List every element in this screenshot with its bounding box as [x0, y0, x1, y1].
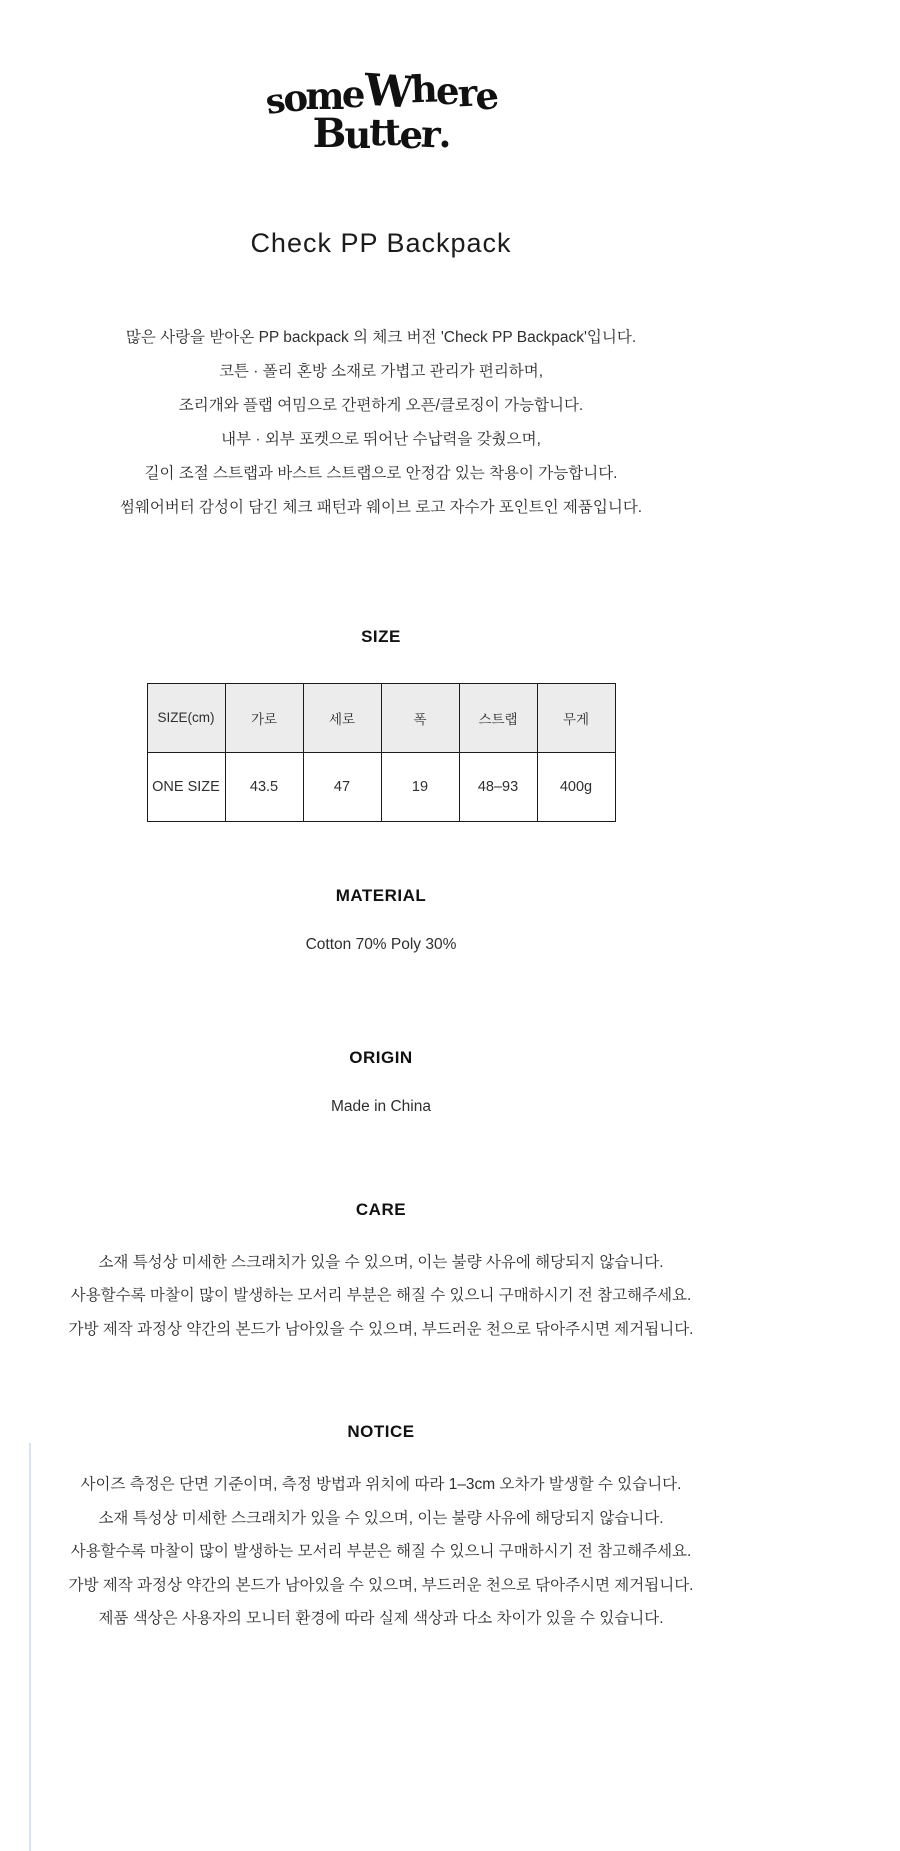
size-table-cell: 43.5 [225, 752, 303, 821]
size-table-data-row [147, 752, 615, 821]
brand-logo-line2: Butter. [312, 109, 450, 157]
size-table-header-cell: 세로 [303, 683, 381, 752]
product-description [0, 321, 762, 525]
product-title: Check PP Backpack [250, 227, 512, 258]
size-table-cell: 400g [537, 752, 615, 821]
left-edge-accent-line [29, 1443, 31, 1851]
size-table-header-row [147, 683, 615, 752]
notice-line: 사용할수록 마찰이 많이 발생하는 모서리 부분은 해질 수 있으니 구매하시기 전 참고해주세요. [70, 1543, 692, 1561]
description-line: 내부 · 외부 포켓으로 뛰어난 수납력을 갖췄으며, [221, 430, 541, 448]
description-line: 많은 사랑을 받아온 PP backpack 의 체크 버전 'Check PP Backpack'입니다. [125, 328, 637, 346]
size-table-cell: 48–93 [459, 752, 537, 821]
care-line: 사용할수록 마찰이 많이 발생하는 모서리 부분은 해질 수 있으니 구매하시기 전 참고해주세요. [70, 1287, 692, 1305]
notice-text [0, 1468, 762, 1636]
description-line: 길이 조절 스트랩과 바스트 스트랩으로 안정감 있는 착용이 가능합니다. [144, 464, 618, 482]
notice-heading: NOTICE [347, 1422, 415, 1442]
material-text: Cotton 70% Poly 30% [305, 935, 457, 953]
material-heading: MATERIAL [335, 885, 427, 905]
size-table-cell: 47 [303, 752, 381, 821]
origin-heading: ORIGIN [349, 1047, 413, 1067]
size-table-header-cell: 스트랩 [459, 683, 537, 752]
notice-line: 사이즈 측정은 단면 기준이며, 측정 방법과 위치에 따라 1–3cm 오차가 발생할 수 있습니다. [80, 1476, 682, 1494]
notice-line: 제품 색상은 사용자의 모니터 환경에 따라 실제 색상과 다소 차이가 있을 수 있습니다. [98, 1610, 664, 1628]
description-line: 코튼 · 폴리 혼방 소재로 가볍고 관리가 편리하며, [218, 362, 544, 380]
care-line: 가방 제작 과정상 약간의 본드가 남아있을 수 있으며, 부드러운 천으로 닦아주시면 제거됩니다. [68, 1320, 694, 1338]
size-heading: SIZE [361, 626, 401, 646]
notice-line: 가방 제작 과정상 약간의 본드가 남아있을 수 있으며, 부드러운 천으로 닦아주시면 제거됩니다. [68, 1576, 694, 1594]
size-table-wrap [0, 683, 762, 822]
size-table [147, 683, 616, 822]
size-table-header-cell: 가로 [225, 683, 303, 752]
care-line: 소재 특성상 미세한 스크래치가 있을 수 있으며, 이는 불량 사유에 해당되지 않습니다. [98, 1253, 664, 1271]
brand-logo-line1: someWhere [262, 64, 500, 124]
origin-text: Made in China [331, 1097, 431, 1115]
size-table-cell: ONE SIZE [147, 752, 225, 821]
brand-logo [0, 0, 762, 157]
description-line: 조리개와 플랩 여밈으로 간편하게 오픈/클로징이 가능합니다. [178, 396, 584, 414]
size-table-header-cell: 폭 [381, 683, 459, 752]
care-text [0, 1246, 762, 1347]
notice-line: 소재 특성상 미세한 스크래치가 있을 수 있으며, 이는 불량 사유에 해당되지 않습니다. [98, 1509, 664, 1527]
size-table-header-cell: 무게 [537, 683, 615, 752]
size-table-header-cell: SIZE(cm) [147, 683, 225, 752]
care-heading: CARE [355, 1199, 407, 1219]
size-table-cell: 19 [381, 752, 459, 821]
description-line: 썸웨어버터 감성이 담긴 체크 패턴과 웨이브 로고 자수가 포인트인 제품입니다. [119, 498, 643, 516]
